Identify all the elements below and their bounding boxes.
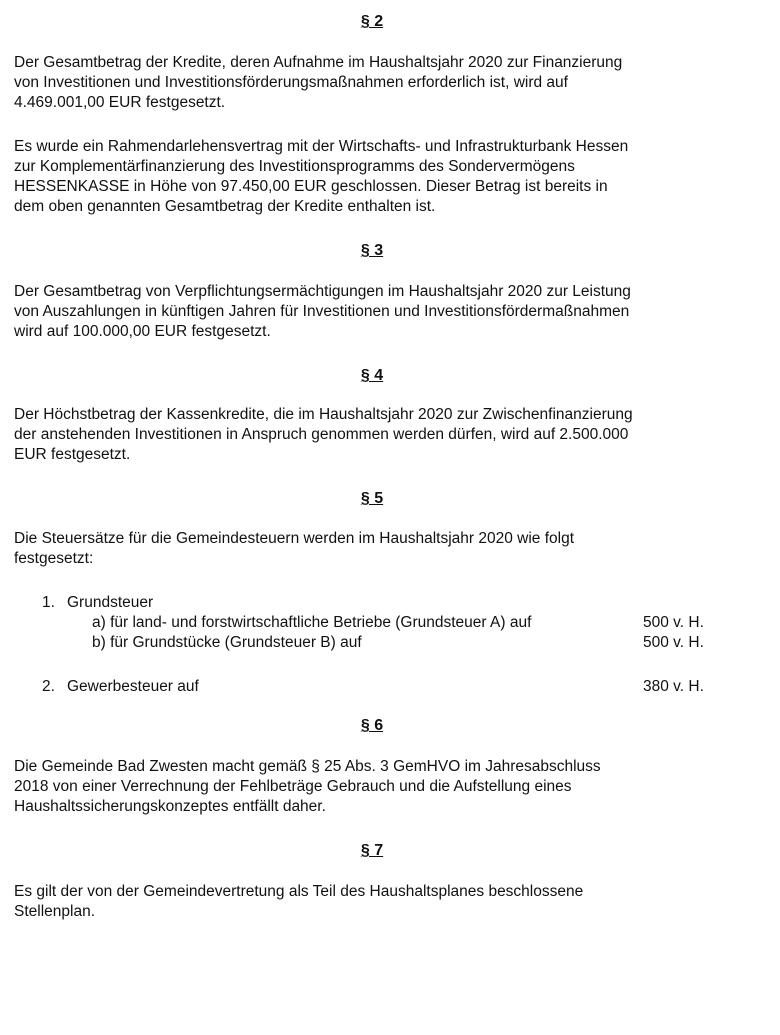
list-item-1-number: 1.	[42, 594, 55, 611]
section-heading-5: § 5	[360, 490, 384, 507]
section-4-paragraph-1: Der Höchstbetrag der Kassenkredite, die im Haushaltsjahr 2020 zur Zwischenfinanzierung der anstehenden Investitionen in Anspruch genommen werden dürfen, wird auf 2.500.000 EUR festgesetzt.	[14, 406, 633, 463]
section-2-paragraph-2: Es wurde ein Rahmendarlehensvertrag mit der Wirtschafts- und Infrastrukturbank Hessen zur Komplementärfinanzierung des Investitionsprogramms des Sondervermögens HESSENKASSE in Höhe von 97.450,00 EUR geschlossen. Dieser Betrag ist bereits in dem oben genannten Gesamtbetrag der Kredite enthalten ist.	[14, 138, 629, 215]
section-heading-4: § 4	[360, 367, 384, 384]
section-heading-7: § 7	[360, 842, 384, 859]
list-item-1a-rate: 500 v. H.	[643, 614, 704, 631]
list-item-2-title: Gewerbesteuer auf	[67, 678, 199, 695]
list-item-2-rate: 380 v. H.	[643, 678, 704, 695]
section-3-paragraph-1: Der Gesamtbetrag von Verpflichtungsermächtigungen im Haushaltsjahr 2020 zur Leistung von Auszahlungen in künftigen Jahren für Investitionen und Investitionsfördermaßnahmen wird auf 100.000,00 EUR festgesetzt.	[14, 283, 631, 340]
list-item-2-number: 2.	[42, 678, 55, 695]
section-6-paragraph-1: Die Gemeinde Bad Zwesten macht gemäß § 25 Abs. 3 GemHVO im Jahresabschluss 2018 von einer Verrechnung der Fehlbeträge Gebrauch und die Aufstellung eines Haushaltssicherungskonzeptes entfällt daher.	[14, 758, 601, 815]
section-heading-2: § 2	[360, 13, 384, 30]
list-item-1a-label: a) für land- und forstwirtschaftliche Betriebe (Grundsteuer A) auf	[92, 614, 532, 631]
section-2-paragraph-1: Der Gesamtbetrag der Kredite, deren Aufnahme im Haushaltsjahr 2020 zur Finanzierung von Investitionen und Investitionsförderungsmaßnahmen erforderlich ist, wird auf 4.469.001,00 EUR festgesetzt.	[14, 54, 623, 111]
list-item-1b-rate: 500 v. H.	[643, 634, 704, 651]
list-item-1-title: Grundsteuer	[67, 594, 154, 611]
section-heading-3: § 3	[360, 242, 384, 259]
section-7-paragraph-1: Es gilt der von der Gemeindevertretung als Teil des Haushaltsplanes beschlossene Stellenplan.	[14, 883, 584, 920]
section-heading-6: § 6	[360, 717, 384, 734]
section-5-intro: Die Steuersätze für die Gemeindesteuern werden im Haushaltsjahr 2020 wie folgt festgesetzt:	[14, 530, 575, 567]
list-item-1b-label: b) für Grundstücke (Grundsteuer B) auf	[92, 634, 362, 651]
